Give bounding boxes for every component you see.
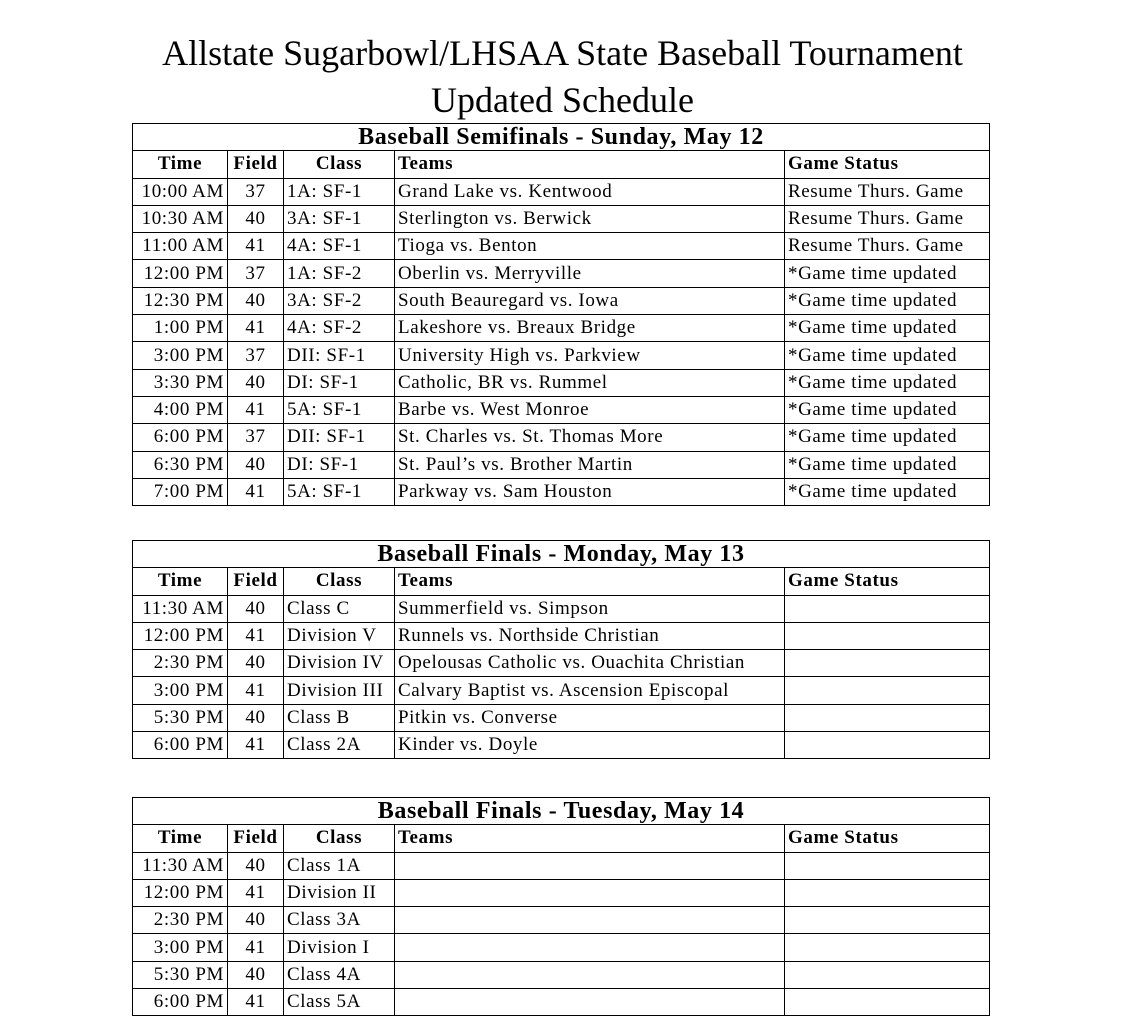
semifinals-heading: Baseball Semifinals - Sunday, May 12 [133, 124, 990, 151]
teams-cell: Sterlington vs. Berwick [395, 205, 785, 232]
class-cell: DII: SF-1 [284, 424, 395, 451]
field-number-cell: 41 [228, 934, 284, 961]
game-time-cell: 5:30 PM [133, 704, 228, 731]
game-status-cell: *Game time updated [785, 287, 990, 314]
class-cell: Class C [284, 595, 395, 622]
table-row [133, 852, 990, 879]
column-header-row [133, 568, 990, 595]
field-number-cell: 40 [228, 907, 284, 934]
class-cell: DI: SF-1 [284, 451, 395, 478]
page-subtitle: Updated Schedule [431, 80, 694, 120]
table-row [133, 879, 990, 906]
teams-cell: South Beauregard vs. Iowa [395, 287, 785, 314]
game-time-cell: 5:30 PM [133, 961, 228, 988]
field-number-cell: 41 [228, 989, 284, 1016]
game-time-cell: 12:00 PM [133, 879, 228, 906]
game-time-cell: 6:00 PM [133, 424, 228, 451]
field-number-cell: 41 [228, 879, 284, 906]
table-row [133, 989, 990, 1016]
class-cell: 3A: SF-1 [284, 205, 395, 232]
game-status-cell [785, 595, 990, 622]
game-status-cell [785, 650, 990, 677]
time-column-header: Time [133, 825, 228, 852]
game-status-cell [785, 677, 990, 704]
game-time-cell: 2:30 PM [133, 907, 228, 934]
teams-cell [395, 907, 785, 934]
field-number-cell: 40 [228, 451, 284, 478]
teams-cell: Pitkin vs. Converse [395, 704, 785, 731]
column-header-row [133, 825, 990, 852]
table-row [133, 595, 990, 622]
game-status-cell [785, 879, 990, 906]
tuesday-finals-heading: Baseball Finals - Tuesday, May 14 [133, 798, 990, 825]
column-header-row [133, 151, 990, 178]
teams-cell: Summerfield vs. Simpson [395, 595, 785, 622]
table-row [133, 369, 990, 396]
class-cell: 5A: SF-1 [284, 478, 395, 505]
game-time-cell: 12:00 PM [133, 260, 228, 287]
table-row [133, 732, 990, 759]
game-status-cell: *Game time updated [785, 424, 990, 451]
game-time-cell: 3:00 PM [133, 342, 228, 369]
tuesday-finals-table [132, 797, 990, 1016]
class-cell: DII: SF-1 [284, 342, 395, 369]
table-row [133, 178, 990, 205]
teams-cell: Calvary Baptist vs. Ascension Episcopal [395, 677, 785, 704]
table-row [133, 677, 990, 704]
field-number-cell: 37 [228, 260, 284, 287]
status-column-header: Game Status [785, 568, 990, 595]
class-cell: 3A: SF-2 [284, 287, 395, 314]
time-column-header: Time [133, 568, 228, 595]
teams-cell [395, 852, 785, 879]
game-status-cell [785, 961, 990, 988]
page-title: Allstate Sugarbowl/LHSAA State Baseball Tournament [162, 33, 963, 73]
status-column-header: Game Status [785, 825, 990, 852]
game-time-cell: 3:00 PM [133, 934, 228, 961]
class-cell: DI: SF-1 [284, 369, 395, 396]
teams-cell: Grand Lake vs. Kentwood [395, 178, 785, 205]
class-column-header: Class [284, 151, 395, 178]
game-status-cell: *Game time updated [785, 451, 990, 478]
teams-cell: Parkway vs. Sam Houston [395, 478, 785, 505]
game-time-cell: 1:00 PM [133, 315, 228, 342]
class-cell: Class 1A [284, 852, 395, 879]
table-row [133, 451, 990, 478]
field-column-header: Field [228, 825, 284, 852]
table-row [133, 315, 990, 342]
game-time-cell: 11:00 AM [133, 233, 228, 260]
table-row [133, 396, 990, 423]
class-cell: Class B [284, 704, 395, 731]
class-cell: 4A: SF-2 [284, 315, 395, 342]
teams-cell: Kinder vs. Doyle [395, 732, 785, 759]
field-number-cell: 40 [228, 287, 284, 314]
game-time-cell: 10:30 AM [133, 205, 228, 232]
teams-cell [395, 879, 785, 906]
teams-cell: Tioga vs. Benton [395, 233, 785, 260]
monday-finals-heading: Baseball Finals - Monday, May 13 [133, 541, 990, 568]
teams-column-header: Teams [395, 825, 785, 852]
game-status-cell: Resume Thurs. Game [785, 178, 990, 205]
field-number-cell: 41 [228, 233, 284, 260]
teams-cell: Barbe vs. West Monroe [395, 396, 785, 423]
game-status-cell: *Game time updated [785, 260, 990, 287]
class-cell: Division V [284, 622, 395, 649]
field-number-cell: 40 [228, 205, 284, 232]
game-time-cell: 10:00 AM [133, 178, 228, 205]
status-column-header: Game Status [785, 151, 990, 178]
field-number-cell: 41 [228, 732, 284, 759]
teams-cell [395, 989, 785, 1016]
table-row [133, 424, 990, 451]
teams-cell: Runnels vs. Northside Christian [395, 622, 785, 649]
field-column-header: Field [228, 151, 284, 178]
table-row [133, 934, 990, 961]
table-row [133, 233, 990, 260]
field-number-cell: 40 [228, 595, 284, 622]
table-row [133, 704, 990, 731]
table-row [133, 622, 990, 649]
class-cell: Division IV [284, 650, 395, 677]
game-status-cell: *Game time updated [785, 315, 990, 342]
table-row [133, 260, 990, 287]
class-column-header: Class [284, 568, 395, 595]
game-time-cell: 6:30 PM [133, 451, 228, 478]
game-time-cell: 3:30 PM [133, 369, 228, 396]
teams-column-header: Teams [395, 568, 785, 595]
field-number-cell: 37 [228, 424, 284, 451]
time-column-header: Time [133, 151, 228, 178]
field-number-cell: 41 [228, 677, 284, 704]
teams-cell: St. Charles vs. St. Thomas More [395, 424, 785, 451]
field-number-cell: 37 [228, 342, 284, 369]
teams-cell: Oberlin vs. Merryville [395, 260, 785, 287]
table-row [133, 287, 990, 314]
teams-cell: St. Paul’s vs. Brother Martin [395, 451, 785, 478]
game-time-cell: 11:30 AM [133, 852, 228, 879]
table-row [133, 478, 990, 505]
table-row [133, 650, 990, 677]
field-number-cell: 40 [228, 852, 284, 879]
field-number-cell: 40 [228, 369, 284, 396]
teams-cell [395, 934, 785, 961]
teams-cell: Catholic, BR vs. Rummel [395, 369, 785, 396]
field-number-cell: 40 [228, 704, 284, 731]
game-time-cell: 11:30 AM [133, 595, 228, 622]
game-time-cell: 12:00 PM [133, 622, 228, 649]
teams-cell: Lakeshore vs. Breaux Bridge [395, 315, 785, 342]
table-row [133, 961, 990, 988]
field-number-cell: 41 [228, 396, 284, 423]
table-row [133, 907, 990, 934]
game-time-cell: 12:30 PM [133, 287, 228, 314]
game-status-cell [785, 934, 990, 961]
game-status-cell [785, 852, 990, 879]
game-status-cell: Resume Thurs. Game [785, 205, 990, 232]
class-column-header: Class [284, 825, 395, 852]
teams-cell [395, 961, 785, 988]
game-status-cell: *Game time updated [785, 478, 990, 505]
class-cell: Class 4A [284, 961, 395, 988]
game-time-cell: 7:00 PM [133, 478, 228, 505]
class-cell: Class 3A [284, 907, 395, 934]
game-status-cell: *Game time updated [785, 369, 990, 396]
class-cell: 1A: SF-1 [284, 178, 395, 205]
teams-column-header: Teams [395, 151, 785, 178]
game-status-cell: Resume Thurs. Game [785, 233, 990, 260]
semifinals-table [132, 123, 990, 506]
field-number-cell: 37 [228, 178, 284, 205]
field-number-cell: 40 [228, 650, 284, 677]
field-number-cell: 41 [228, 478, 284, 505]
monday-finals-table [132, 540, 990, 759]
teams-cell: Opelousas Catholic vs. Ouachita Christian [395, 650, 785, 677]
game-status-cell [785, 732, 990, 759]
field-column-header: Field [228, 568, 284, 595]
game-time-cell: 6:00 PM [133, 989, 228, 1016]
table-row [133, 205, 990, 232]
class-cell: 1A: SF-2 [284, 260, 395, 287]
class-cell: 5A: SF-1 [284, 396, 395, 423]
game-status-cell [785, 989, 990, 1016]
class-cell: Class 5A [284, 989, 395, 1016]
class-cell: 4A: SF-1 [284, 233, 395, 260]
class-cell: Class 2A [284, 732, 395, 759]
class-cell: Division III [284, 677, 395, 704]
game-status-cell: *Game time updated [785, 396, 990, 423]
game-time-cell: 2:30 PM [133, 650, 228, 677]
game-status-cell [785, 907, 990, 934]
class-cell: Division II [284, 879, 395, 906]
game-status-cell [785, 622, 990, 649]
game-time-cell: 3:00 PM [133, 677, 228, 704]
field-number-cell: 40 [228, 961, 284, 988]
class-cell: Division I [284, 934, 395, 961]
teams-cell: University High vs. Parkview [395, 342, 785, 369]
game-time-cell: 6:00 PM [133, 732, 228, 759]
field-number-cell: 41 [228, 622, 284, 649]
table-row [133, 342, 990, 369]
field-number-cell: 41 [228, 315, 284, 342]
game-status-cell [785, 704, 990, 731]
game-status-cell: *Game time updated [785, 342, 990, 369]
game-time-cell: 4:00 PM [133, 396, 228, 423]
